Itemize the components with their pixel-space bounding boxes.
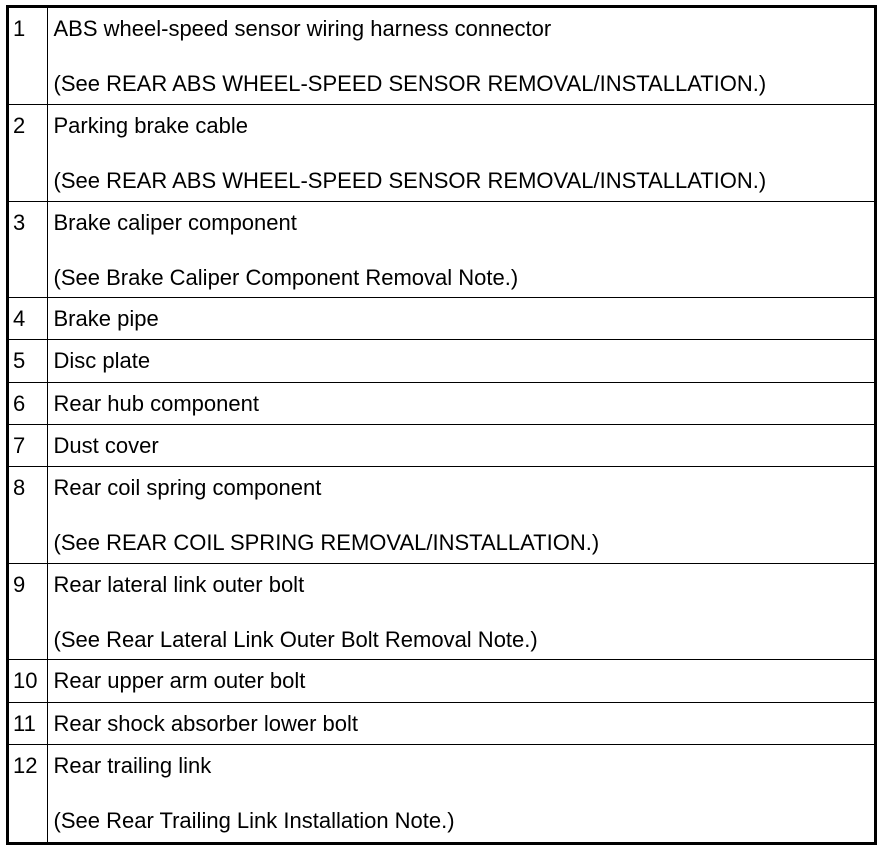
item-name: Disc plate	[53, 348, 151, 374]
item-name: Dust cover	[53, 432, 159, 458]
table-row	[9, 298, 874, 340]
parts-table-grid	[9, 8, 874, 842]
item-name: Brake caliper component	[53, 209, 297, 235]
item-number: 3	[9, 201, 47, 298]
item-reference-note: (See Rear Trailing Link Installation Note.)	[53, 807, 455, 833]
item-name: Rear hub component	[53, 390, 259, 416]
parts-table	[6, 5, 877, 845]
item-description	[47, 424, 874, 466]
item-number: 5	[9, 340, 47, 382]
table-row	[9, 340, 874, 382]
table-row	[9, 563, 874, 660]
item-reference-note: (See Brake Caliper Component Removal Note.)	[53, 264, 519, 290]
item-number: 2	[9, 105, 47, 202]
item-description	[47, 298, 874, 340]
item-name: ABS wheel-speed sensor wiring harness connector	[53, 16, 552, 41]
item-description	[47, 201, 874, 298]
item-name: Rear shock absorber lower bolt	[53, 710, 358, 736]
table-row	[9, 382, 874, 424]
item-description	[47, 467, 874, 564]
table-row	[9, 660, 874, 702]
item-description	[47, 702, 874, 744]
item-description	[47, 340, 874, 382]
item-number: 10	[9, 660, 47, 702]
item-number: 7	[9, 424, 47, 466]
item-number: 8	[9, 467, 47, 564]
item-description	[47, 105, 874, 202]
table-row	[9, 424, 874, 466]
item-name: Rear lateral link outer bolt	[53, 571, 305, 597]
item-name: Rear trailing link	[53, 752, 212, 778]
item-number: 11	[9, 702, 47, 744]
item-description	[47, 382, 874, 424]
table-row	[9, 105, 874, 202]
table-row	[9, 467, 874, 564]
item-name: Rear upper arm outer bolt	[53, 668, 306, 694]
item-description	[47, 8, 874, 105]
item-number: 12	[9, 744, 47, 842]
item-reference-note: (See REAR ABS WHEEL-SPEED SENSOR REMOVAL/INSTALLATION.)	[53, 168, 767, 194]
item-name: Parking brake cable	[53, 113, 248, 139]
item-description	[47, 660, 874, 702]
item-name: Rear coil spring component	[53, 475, 322, 501]
item-name: Brake pipe	[53, 306, 159, 332]
item-description	[47, 563, 874, 660]
table-row	[9, 702, 874, 744]
item-number: 4	[9, 298, 47, 340]
item-number: 9	[9, 563, 47, 660]
item-number: 1	[9, 8, 47, 105]
table-row	[9, 744, 874, 842]
item-reference-note: (See Rear Lateral Link Outer Bolt Removal Note.)	[53, 626, 538, 652]
table-row	[9, 8, 874, 105]
table-row	[9, 201, 874, 298]
item-number: 6	[9, 382, 47, 424]
item-description	[47, 744, 874, 842]
item-reference-note: (See REAR COIL SPRING REMOVAL/INSTALLATION.)	[53, 530, 600, 556]
item-reference-note: (See REAR ABS WHEEL-SPEED SENSOR REMOVAL/INSTALLATION.)	[53, 71, 767, 96]
